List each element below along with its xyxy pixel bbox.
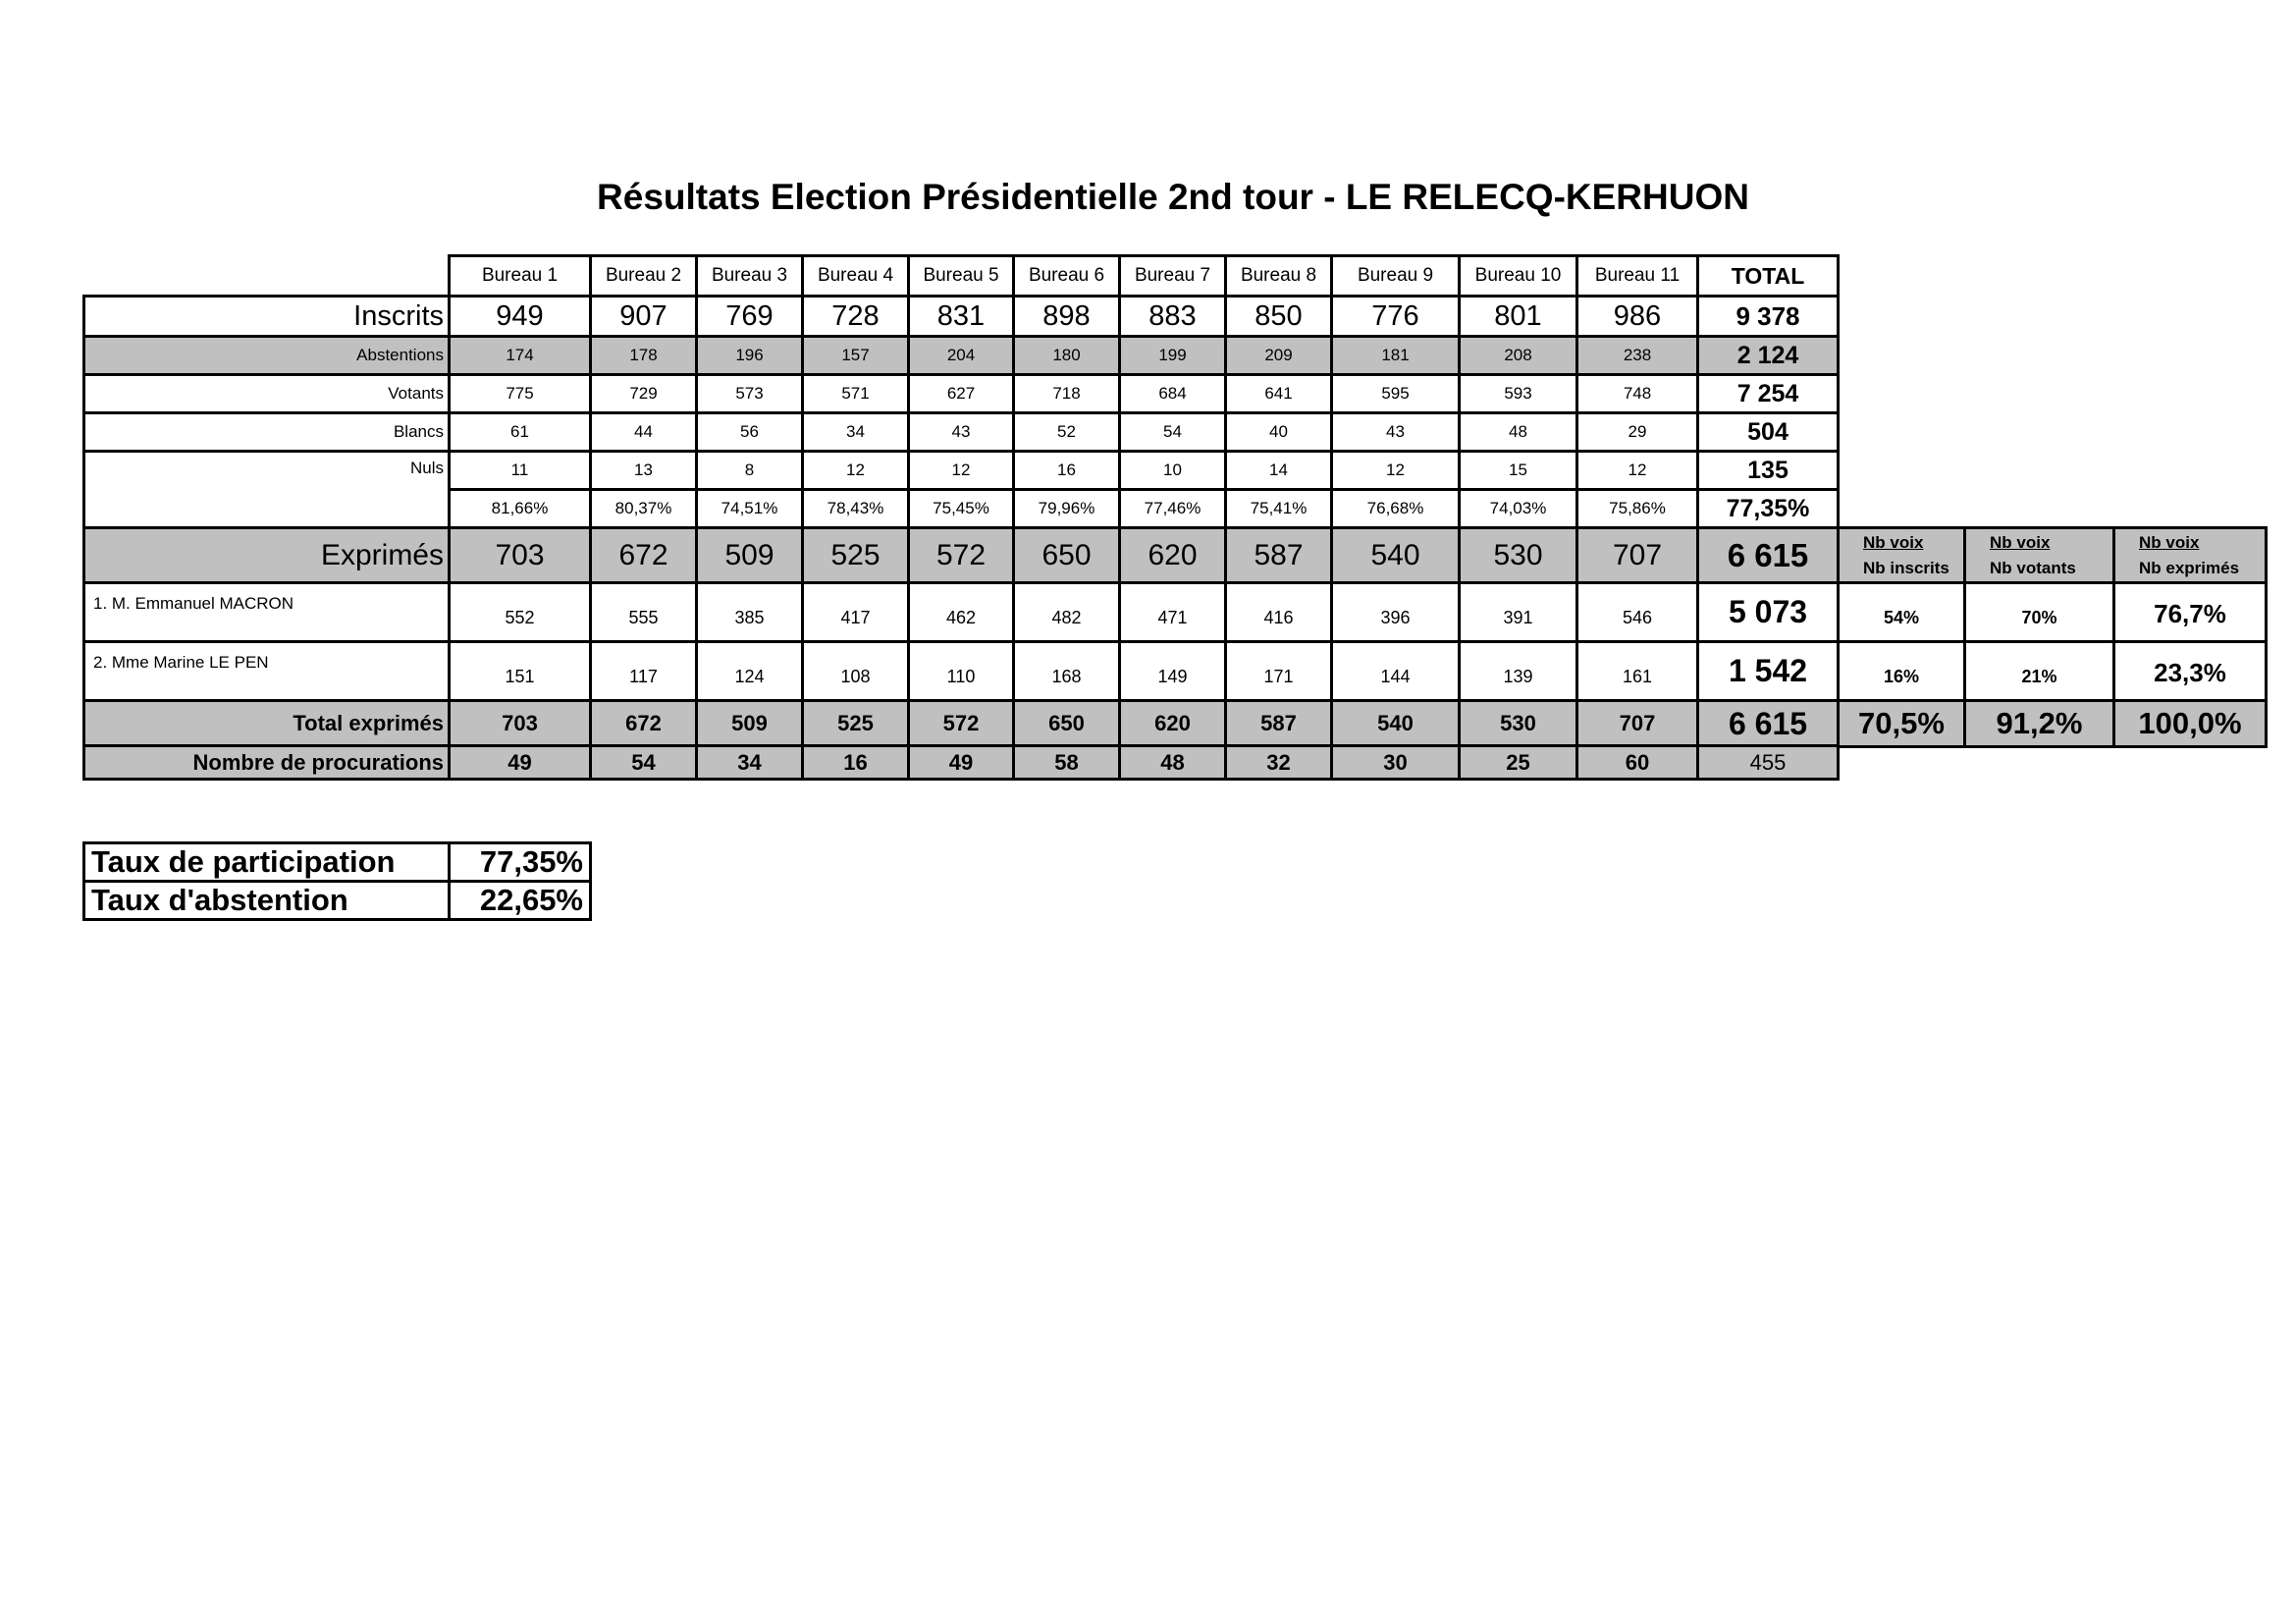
cell: 209 bbox=[1226, 337, 1332, 375]
cell: 180 bbox=[1014, 337, 1120, 375]
cell: 60 bbox=[1577, 746, 1698, 780]
bureau-header: Bureau 5 bbox=[909, 256, 1014, 297]
cell: 672 bbox=[591, 701, 697, 747]
total-cell: 2 124 bbox=[1698, 337, 1839, 375]
cell: 75,45% bbox=[909, 490, 1014, 528]
candidate-label: 1. M. Emmanuel MACRON bbox=[84, 583, 450, 642]
cell: 79,96% bbox=[1014, 490, 1120, 528]
total-cell: 9 378 bbox=[1698, 297, 1839, 337]
cell: 620 bbox=[1120, 701, 1226, 747]
cell: 54 bbox=[591, 746, 697, 780]
header-row bbox=[84, 256, 2267, 297]
taux-table bbox=[82, 841, 592, 921]
cell: 11 bbox=[450, 452, 591, 490]
row-label: Inscrits bbox=[84, 297, 450, 337]
cell: 52 bbox=[1014, 413, 1120, 452]
cell: 58 bbox=[1014, 746, 1120, 780]
pct-header-exprimes bbox=[2114, 528, 2267, 583]
total-cell: 1 542 bbox=[1698, 642, 1839, 701]
header-corner bbox=[84, 256, 450, 297]
cell: 10 bbox=[1120, 452, 1226, 490]
cell: 684 bbox=[1120, 375, 1226, 413]
cell: 801 bbox=[1460, 297, 1577, 337]
cell: 16 bbox=[803, 746, 909, 780]
bureau-header: Bureau 9 bbox=[1332, 256, 1460, 297]
total-cell: 135 bbox=[1698, 452, 1839, 490]
pct-cell: 91,2% bbox=[1965, 701, 2114, 747]
pct-cell: 21% bbox=[1965, 642, 2114, 701]
taux-value: 22,65% bbox=[450, 882, 591, 920]
cell: 850 bbox=[1226, 297, 1332, 337]
pct-cell: 100,0% bbox=[2114, 701, 2267, 747]
procurations-table bbox=[82, 744, 1840, 781]
cell: 204 bbox=[909, 337, 1014, 375]
cell: 149 bbox=[1120, 642, 1226, 701]
cell: 525 bbox=[803, 528, 909, 583]
cell: 8 bbox=[697, 452, 803, 490]
total-cell: 455 bbox=[1698, 746, 1839, 780]
cell: 12 bbox=[803, 452, 909, 490]
total-cell: 6 615 bbox=[1698, 701, 1839, 747]
candidate-row-macron bbox=[84, 583, 2267, 642]
cell: 530 bbox=[1460, 528, 1577, 583]
cell: 587 bbox=[1226, 528, 1332, 583]
cell: 769 bbox=[697, 297, 803, 337]
cell: 729 bbox=[591, 375, 697, 413]
cell: 171 bbox=[1226, 642, 1332, 701]
row-label: Nuls bbox=[84, 452, 450, 528]
cell: 471 bbox=[1120, 583, 1226, 642]
cell: 898 bbox=[1014, 297, 1120, 337]
cell: 620 bbox=[1120, 528, 1226, 583]
cell: 151 bbox=[450, 642, 591, 701]
total-cell: 77,35% bbox=[1698, 490, 1839, 528]
cell: 417 bbox=[803, 583, 909, 642]
total-cell: 6 615 bbox=[1698, 528, 1839, 583]
row-label: Exprimés bbox=[84, 528, 450, 583]
cell: 775 bbox=[450, 375, 591, 413]
cell: 49 bbox=[450, 746, 591, 780]
cell: 509 bbox=[697, 528, 803, 583]
cell: 718 bbox=[1014, 375, 1120, 413]
cell: 650 bbox=[1014, 528, 1120, 583]
cell: 40 bbox=[1226, 413, 1332, 452]
cell: 43 bbox=[1332, 413, 1460, 452]
pct-header-votants bbox=[1965, 528, 2114, 583]
cell: 43 bbox=[909, 413, 1014, 452]
total-cell: 5 073 bbox=[1698, 583, 1839, 642]
pct-cell: 76,7% bbox=[2114, 583, 2267, 642]
cell: 74,51% bbox=[697, 490, 803, 528]
cell: 883 bbox=[1120, 297, 1226, 337]
cell: 509 bbox=[697, 701, 803, 747]
taux-participation-row bbox=[84, 843, 591, 882]
pct-cell: 23,3% bbox=[2114, 642, 2267, 701]
abstentions-row bbox=[84, 337, 2267, 375]
cell: 110 bbox=[909, 642, 1014, 701]
cell: 707 bbox=[1577, 528, 1698, 583]
cell: 16 bbox=[1014, 452, 1120, 490]
cell: 587 bbox=[1226, 701, 1332, 747]
cell: 181 bbox=[1332, 337, 1460, 375]
cell: 552 bbox=[450, 583, 591, 642]
cell: 238 bbox=[1577, 337, 1698, 375]
cell: 748 bbox=[1577, 375, 1698, 413]
cell: 61 bbox=[450, 413, 591, 452]
taux-label: Taux de participation bbox=[84, 843, 450, 882]
procurations-row bbox=[84, 746, 1839, 780]
cell: 81,66% bbox=[450, 490, 591, 528]
total-cell: 7 254 bbox=[1698, 375, 1839, 413]
cell: 703 bbox=[450, 701, 591, 747]
cell: 108 bbox=[803, 642, 909, 701]
cell: 208 bbox=[1460, 337, 1577, 375]
cell: 12 bbox=[909, 452, 1014, 490]
cell: 540 bbox=[1332, 701, 1460, 747]
bureau-header: Bureau 8 bbox=[1226, 256, 1332, 297]
pct-header-inscrits bbox=[1839, 528, 1965, 583]
cell: 29 bbox=[1577, 413, 1698, 452]
cell: 396 bbox=[1332, 583, 1460, 642]
row-label: Total exprimés bbox=[84, 701, 450, 747]
cell: 48 bbox=[1460, 413, 1577, 452]
cell: 80,37% bbox=[591, 490, 697, 528]
blancs-row bbox=[84, 413, 2267, 452]
cell: 139 bbox=[1460, 642, 1577, 701]
pct-cell: 70% bbox=[1965, 583, 2114, 642]
pct-header-bottom: Nb exprimés bbox=[2139, 558, 2240, 577]
cell: 462 bbox=[909, 583, 1014, 642]
cell: 12 bbox=[1577, 452, 1698, 490]
bureau-header: Bureau 4 bbox=[803, 256, 909, 297]
row-label: Blancs bbox=[84, 413, 450, 452]
cell: 48 bbox=[1120, 746, 1226, 780]
cell: 703 bbox=[450, 528, 591, 583]
cell: 196 bbox=[697, 337, 803, 375]
cell: 672 bbox=[591, 528, 697, 583]
cell: 571 bbox=[803, 375, 909, 413]
row-label: Votants bbox=[84, 375, 450, 413]
pct-header-bottom: Nb votants bbox=[1990, 558, 2076, 577]
pct-header-top: Nb voix bbox=[1990, 532, 2051, 552]
taux-value: 77,35% bbox=[450, 843, 591, 882]
cell: 77,46% bbox=[1120, 490, 1226, 528]
cell: 56 bbox=[697, 413, 803, 452]
cell: 157 bbox=[803, 337, 909, 375]
cell: 530 bbox=[1460, 701, 1577, 747]
total-exprimes-row bbox=[84, 701, 2267, 747]
cell: 34 bbox=[803, 413, 909, 452]
bureau-header: Bureau 2 bbox=[591, 256, 697, 297]
cell: 124 bbox=[697, 642, 803, 701]
cell: 14 bbox=[1226, 452, 1332, 490]
pct-header-bottom: Nb inscrits bbox=[1863, 558, 1949, 577]
cell: 641 bbox=[1226, 375, 1332, 413]
bureau-header: Bureau 3 bbox=[697, 256, 803, 297]
cell: 776 bbox=[1332, 297, 1460, 337]
bureau-header: Bureau 10 bbox=[1460, 256, 1577, 297]
total-header: TOTAL bbox=[1698, 256, 1839, 297]
votants-row bbox=[84, 375, 2267, 413]
row-label: Nombre de procurations bbox=[84, 746, 450, 780]
cell: 13 bbox=[591, 452, 697, 490]
cell: 44 bbox=[591, 413, 697, 452]
cell: 174 bbox=[450, 337, 591, 375]
cell: 546 bbox=[1577, 583, 1698, 642]
cell: 593 bbox=[1460, 375, 1577, 413]
cell: 707 bbox=[1577, 701, 1698, 747]
cell: 54 bbox=[1120, 413, 1226, 452]
cell: 416 bbox=[1226, 583, 1332, 642]
cell: 32 bbox=[1226, 746, 1332, 780]
cell: 540 bbox=[1332, 528, 1460, 583]
bureau-header: Bureau 7 bbox=[1120, 256, 1226, 297]
cell: 15 bbox=[1460, 452, 1577, 490]
cell: 385 bbox=[697, 583, 803, 642]
taux-abstention-row bbox=[84, 882, 591, 920]
bureau-header: Bureau 6 bbox=[1014, 256, 1120, 297]
cell: 25 bbox=[1460, 746, 1577, 780]
bureau-header: Bureau 11 bbox=[1577, 256, 1698, 297]
pct-cell: 70,5% bbox=[1839, 701, 1965, 747]
cell: 627 bbox=[909, 375, 1014, 413]
cell: 199 bbox=[1120, 337, 1226, 375]
cell: 30 bbox=[1332, 746, 1460, 780]
row-label: Abstentions bbox=[84, 337, 450, 375]
cell: 74,03% bbox=[1460, 490, 1577, 528]
bureau-header: Bureau 1 bbox=[450, 256, 591, 297]
cell: 573 bbox=[697, 375, 803, 413]
cell: 949 bbox=[450, 297, 591, 337]
pct-cell: 16% bbox=[1839, 642, 1965, 701]
cell: 572 bbox=[909, 701, 1014, 747]
page-title: Résultats Election Présidentielle 2nd tour - LE RELECQ-KERHUON bbox=[597, 177, 1749, 217]
candidate-label: 2. Mme Marine LE PEN bbox=[84, 642, 450, 701]
cell: 986 bbox=[1577, 297, 1698, 337]
cell: 482 bbox=[1014, 583, 1120, 642]
total-cell: 504 bbox=[1698, 413, 1839, 452]
nuls-row bbox=[84, 452, 2267, 490]
cell: 178 bbox=[591, 337, 697, 375]
cell: 76,68% bbox=[1332, 490, 1460, 528]
cell: 391 bbox=[1460, 583, 1577, 642]
cell: 34 bbox=[697, 746, 803, 780]
cell: 907 bbox=[591, 297, 697, 337]
cell: 12 bbox=[1332, 452, 1460, 490]
cell: 75,86% bbox=[1577, 490, 1698, 528]
candidate-row-lepen bbox=[84, 642, 2267, 701]
exprimes-row bbox=[84, 528, 2267, 583]
cell: 555 bbox=[591, 583, 697, 642]
cell: 728 bbox=[803, 297, 909, 337]
cell: 161 bbox=[1577, 642, 1698, 701]
cell: 49 bbox=[909, 746, 1014, 780]
cell: 78,43% bbox=[803, 490, 909, 528]
cell: 650 bbox=[1014, 701, 1120, 747]
cell: 75,41% bbox=[1226, 490, 1332, 528]
cell: 831 bbox=[909, 297, 1014, 337]
pct-header-top: Nb voix bbox=[1863, 532, 1924, 552]
cell: 572 bbox=[909, 528, 1014, 583]
cell: 525 bbox=[803, 701, 909, 747]
cell: 168 bbox=[1014, 642, 1120, 701]
cell: 144 bbox=[1332, 642, 1460, 701]
pct-cell: 54% bbox=[1839, 583, 1965, 642]
pct-header-top: Nb voix bbox=[2139, 532, 2200, 552]
cell: 117 bbox=[591, 642, 697, 701]
results-table bbox=[82, 254, 2268, 748]
taux-label: Taux d'abstention bbox=[84, 882, 450, 920]
cell: 595 bbox=[1332, 375, 1460, 413]
inscrits-row bbox=[84, 297, 2267, 337]
